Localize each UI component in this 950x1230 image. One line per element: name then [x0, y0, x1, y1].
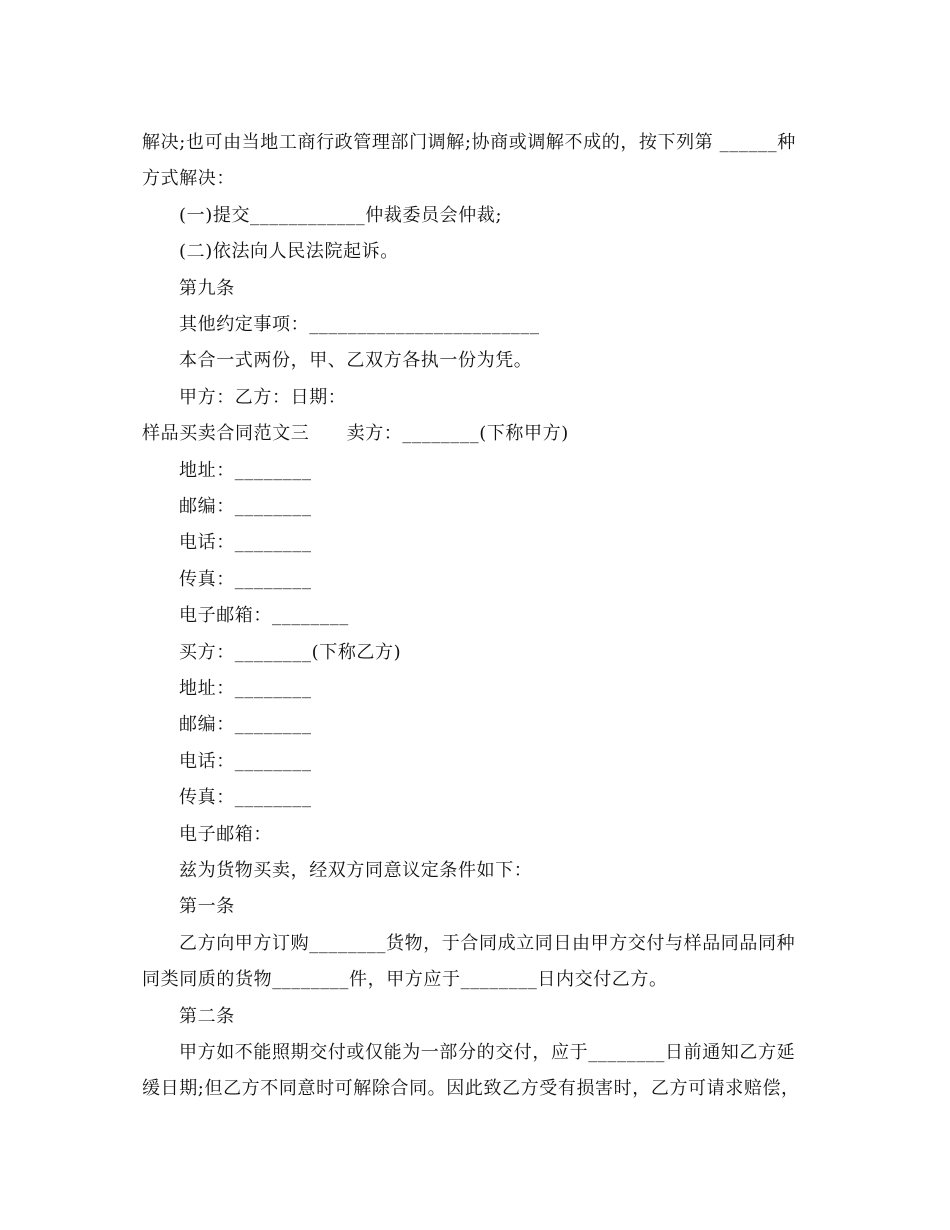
section-title-line: 样品买卖合同范文三 卖方：________(下称甲方) — [142, 423, 569, 444]
field-line: 传真：________ — [179, 569, 312, 590]
text-line: (一)提交____________仲裁委员会仲裁; — [179, 205, 503, 226]
text-line: 乙方向甲方订购________货物，于合同成立同日由甲方交付与样品同品同种 — [179, 933, 796, 954]
field-line: 电话：________ — [179, 751, 312, 772]
text-line: 甲方如不能照期交付或仅能为一部分的交付，应于________日前通知乙方延 — [179, 1042, 796, 1063]
field-line: 邮编：________ — [179, 496, 312, 517]
field-line: 电话：________ — [179, 532, 312, 553]
article-heading: 第九条 — [179, 278, 235, 299]
text-line: 其他约定事项：________________________ — [179, 314, 540, 335]
field-line: 地址：________ — [179, 460, 312, 481]
text-line: 同类同质的货物________件，甲方应于________日内交付乙方。 — [142, 969, 668, 990]
field-line: 邮编：________ — [179, 714, 312, 735]
text-line: 方式解决： — [142, 168, 235, 189]
text-line: 解决;也可由当地工商行政管理部门调解;协商或调解不成的，按下列第 ______种 — [142, 132, 796, 153]
text-line: 本合一式两份，甲、乙双方各执一份为凭。 — [179, 350, 533, 371]
signature-line: 甲方：乙方：日期： — [179, 387, 347, 408]
field-line: 电子邮箱： — [179, 824, 272, 845]
field-line: 地址：________ — [179, 678, 312, 699]
text-line: 兹为货物买卖，经双方同意议定条件如下： — [179, 860, 533, 881]
text-line: (二)依法向人民法院起诉。 — [179, 241, 399, 262]
field-line: 传真：________ — [179, 787, 312, 808]
field-line: 买方：________(下称乙方) — [179, 642, 402, 663]
article-heading: 第一条 — [179, 896, 235, 917]
text-line: 缓日期;但乙方不同意时可解除合同。因此致乙方受有损害时，乙方可请求赔偿， — [142, 1078, 800, 1099]
article-heading: 第二条 — [179, 1006, 235, 1027]
field-line: 电子邮箱：________ — [179, 605, 349, 626]
